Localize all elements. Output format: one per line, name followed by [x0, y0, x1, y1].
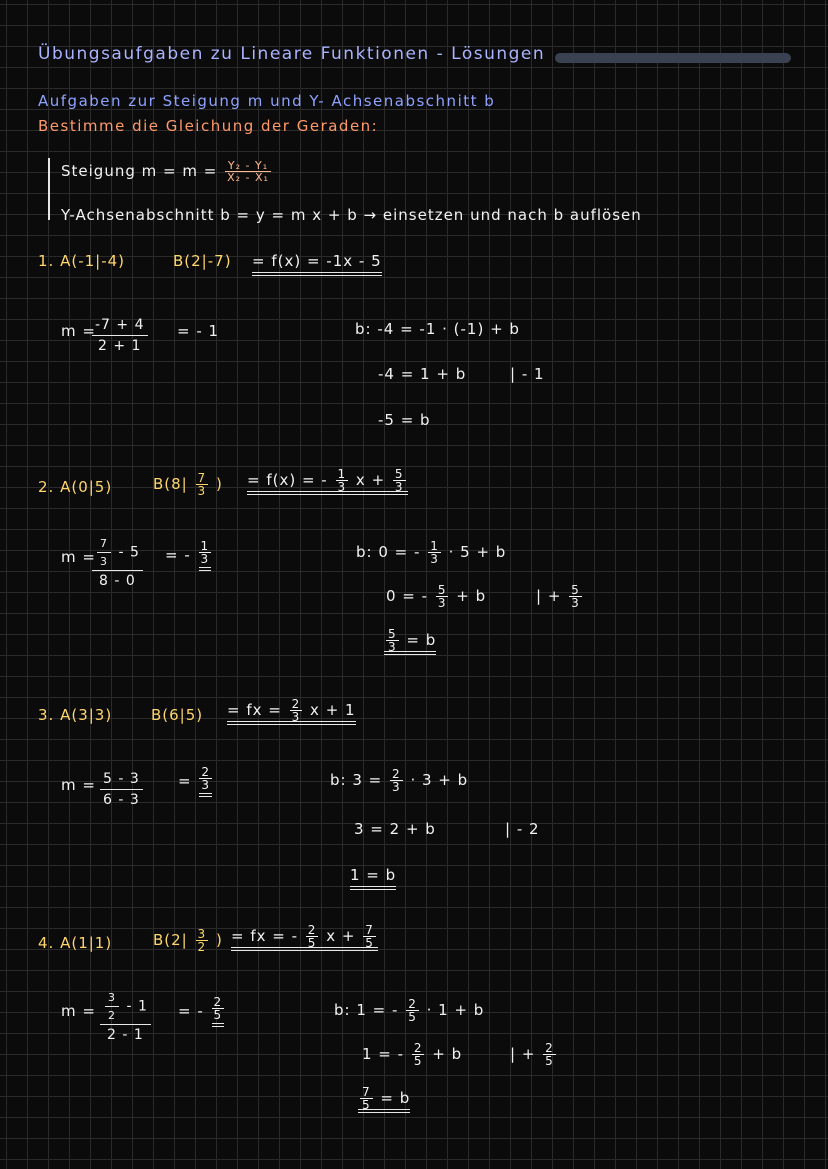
task2-eq-frac2-den: 3 [394, 480, 404, 494]
task2-eq-prefix: = f(x) = - [247, 471, 328, 489]
task2-b-note-text: | + [536, 587, 562, 605]
task2-b3-frac-den: 3 [388, 640, 397, 654]
task2-label: 2. A(0|5) [38, 478, 113, 496]
task2-eq-frac1 [336, 468, 349, 493]
task4-b1-prefix: b: 1 = - [334, 1001, 399, 1019]
task2-b1-rest: · 5 + b [448, 543, 507, 561]
task3-eq-frac [290, 698, 303, 723]
task3-equation-underlined [227, 697, 356, 725]
task3-m-result-frac [199, 766, 212, 797]
task2-m-result-frac-den: 3 [200, 552, 210, 566]
task3-m-num: 5 - 3 [103, 771, 140, 787]
task4-b1-rest: · 1 + b [426, 1001, 485, 1019]
task4-point-b-frac [196, 928, 209, 953]
task4-m-num-frac-den: 2 [105, 1006, 119, 1021]
slope-fraction-den: X₂ - X₁ [227, 171, 269, 184]
task2-m-num-frac [97, 538, 111, 567]
formula-bracket [48, 158, 50, 220]
task1-label: 1. A(-1|-4) [38, 252, 126, 270]
task4-label: 4. A(1|1) [38, 934, 113, 952]
task2-b2-frac [436, 584, 449, 609]
task4-b1-frac [406, 998, 419, 1023]
task2-b2-frac-num: 5 [437, 583, 447, 597]
task3-equation [227, 698, 356, 723]
task2-point-b-frac-den: 3 [197, 484, 207, 498]
task2-b-note-frac-num: 5 [571, 583, 580, 597]
task2-eq-frac2-num: 5 [394, 467, 404, 481]
task3-point-b: B(6|5) [151, 706, 204, 724]
task2-b-note-frac-den: 3 [571, 596, 580, 610]
task3-eq-frac-den: 3 [291, 710, 301, 724]
task3-label: 3. A(3|3) [38, 706, 113, 724]
task3-eq-frac-num: 2 [291, 697, 301, 711]
task2-point-b-frac-num: 7 [197, 471, 207, 485]
task3-b-result: 1 = b [350, 866, 396, 890]
task4-point-b-frac-num: 3 [197, 927, 207, 941]
task2-b1-prefix: b: 0 = - [356, 543, 421, 561]
task4-b-line3 [358, 1086, 410, 1111]
task4-b3-frac-den: 5 [362, 1098, 371, 1112]
task4-eq-frac1-num: 2 [307, 923, 317, 937]
task3-b1-frac-den: 3 [392, 780, 401, 794]
task4-b-line1 [334, 998, 484, 1023]
task2-b-line2 [386, 584, 486, 609]
task2-point-b-end: ) [215, 475, 223, 493]
task4-point-b-frac-den: 2 [197, 940, 207, 954]
task3-eq-rest: x + 1 [310, 701, 356, 719]
task2-eq-frac1-num: 1 [337, 467, 347, 481]
task4-m-den: 2 - 1 [100, 1024, 151, 1042]
task4-b1-frac-den: 5 [408, 1010, 417, 1024]
task3-m-prefix: m = [61, 776, 96, 794]
task2-b3-frac [386, 628, 399, 653]
task2-b3-rest: = b [406, 631, 437, 649]
task2-b-result [384, 627, 437, 655]
task1-m-fraction [92, 318, 148, 353]
task4-m-num [100, 992, 151, 1024]
task2-b1-frac-num: 1 [430, 539, 439, 553]
task2-m-num-frac-num: 7 [100, 537, 108, 550]
task4-eq-frac2-den: 5 [365, 936, 374, 950]
slope-fraction [225, 160, 271, 183]
task4-m-num-frac-num: 3 [108, 991, 116, 1004]
task3-b-line2: 3 = 2 + b [354, 820, 436, 838]
task2-m-prefix: m = [61, 548, 96, 566]
task2-m-num-rest: - 5 [118, 544, 140, 561]
task2-m-num [92, 538, 143, 570]
task2-m-result-frac-num: 1 [200, 539, 210, 553]
task3-b-line3 [350, 866, 396, 884]
task4-b1-frac-num: 2 [408, 997, 417, 1011]
task4-eq-frac2-num: 7 [365, 923, 374, 937]
task4-m-fraction [100, 992, 151, 1042]
task3-m-result-frac-num: 2 [201, 765, 210, 779]
task3-b-line1 [330, 768, 468, 793]
task4-eq-frac1 [306, 924, 319, 949]
task1-b-line2: -4 = 1 + b [378, 365, 467, 383]
task4-point-b [153, 928, 223, 953]
task4-b3-frac [360, 1086, 373, 1111]
task2-b-line3 [384, 628, 436, 653]
task3-b1-prefix: b: 3 = [330, 771, 383, 789]
task2-point-b [153, 472, 223, 497]
task2-b2-rest: + b [456, 587, 487, 605]
task4-m-num-frac [105, 992, 119, 1021]
task3-m-den: 6 - 3 [100, 789, 143, 807]
task3-m-result-prefix: = [178, 772, 192, 790]
task2-b-line1 [356, 540, 506, 565]
task4-m-result-prefix: = - [178, 1002, 204, 1020]
task4-point-b-text: B(2| [153, 931, 188, 949]
task4-m-result-frac-den: 5 [213, 1008, 223, 1022]
task3-b1-rest: · 3 + b [410, 771, 469, 789]
task4-b-note-frac-num: 2 [545, 1041, 554, 1055]
task4-b-result [358, 1085, 411, 1113]
task4-equation [231, 924, 378, 949]
task4-b3-frac-num: 7 [362, 1085, 371, 1099]
page-title: Übungsaufgaben zu Lineare Funktionen - Lösungen [38, 44, 546, 64]
slope-formula [61, 160, 273, 183]
title-highlight-bar [555, 53, 791, 63]
task4-eq-mid: x + [326, 927, 356, 945]
task2-equation [247, 468, 408, 493]
task1-b-line1: b: -4 = -1 · (-1) + b [355, 320, 520, 338]
task4-point-b-end: ) [215, 931, 223, 949]
task1-m-num: -7 + 4 [95, 317, 145, 333]
task1-m-den: 2 + 1 [92, 335, 148, 353]
task4-m-num-rest: - 1 [126, 998, 148, 1015]
task2-equation-underlined [247, 467, 408, 495]
task2-b-note [536, 584, 584, 609]
task4-equation-underlined [231, 923, 378, 951]
task2-b1-frac [428, 540, 441, 565]
task3-b1-frac-num: 2 [392, 767, 401, 781]
task2-point-b-text: B(8| [153, 475, 188, 493]
task2-b-note-frac [569, 584, 582, 609]
task4-m-result-frac [212, 996, 225, 1027]
task4-b-note [510, 1042, 558, 1067]
intercept-formula-text: Y-Achsenabschnitt b = y = m x + b [61, 206, 358, 224]
task2-point-b-frac [196, 472, 209, 497]
task2-m-result [165, 540, 213, 571]
task2-m-den: 8 - 0 [92, 570, 143, 588]
task2-m-fraction [92, 538, 143, 588]
task2-b1-frac-den: 3 [430, 552, 439, 566]
slope-label: Steigung m = m = [61, 162, 218, 180]
task1-b-line3: -5 = b [378, 411, 431, 429]
task2-m-num-frac-den: 3 [97, 552, 111, 567]
task3-m-result [178, 766, 214, 797]
task2-m-result-frac [199, 540, 212, 571]
intercept-instruction: → einsetzen und nach b auflösen [363, 206, 642, 224]
task3-eq-prefix: = fx = [227, 701, 282, 719]
task4-b2-frac-num: 2 [413, 1041, 423, 1055]
task2-m-result-prefix: = - [165, 546, 191, 564]
task3-m-result-frac-den: 3 [201, 778, 210, 792]
task2-eq-mid: x + [355, 471, 386, 489]
task4-m-result [178, 996, 226, 1027]
task4-m-result-frac-num: 2 [213, 995, 223, 1009]
task1-b-note: | - 1 [510, 365, 545, 383]
task2-b2-frac-den: 3 [437, 596, 447, 610]
task4-b-note-frac [543, 1042, 556, 1067]
task2-b2-prefix: 0 = - [386, 587, 429, 605]
task2-eq-frac2 [393, 468, 406, 493]
task1-equation-text: = f(x) = -1x - 5 [252, 252, 382, 276]
task1-point-b: B(2|-7) [173, 252, 232, 270]
slope-fraction-num: Y₂ - Y₁ [227, 159, 269, 172]
task1-m-prefix: m = [61, 322, 96, 340]
intercept-formula [61, 206, 642, 224]
task4-b2-frac [412, 1042, 425, 1067]
task4-b3-rest: = b [380, 1089, 411, 1107]
task4-eq-prefix: = fx = - [231, 927, 299, 945]
task4-b-line2 [362, 1042, 462, 1067]
task4-b-note-text: | + [510, 1045, 536, 1063]
task4-b2-prefix: 1 = - [362, 1045, 405, 1063]
task3-m-fraction [100, 772, 143, 807]
task4-m-prefix: m = [61, 1002, 96, 1020]
task2-b3-frac-num: 5 [388, 627, 397, 641]
task4-b2-frac-den: 5 [413, 1054, 423, 1068]
task1-m-result: = - 1 [177, 322, 220, 340]
task4-eq-frac2 [363, 924, 376, 949]
task4-b-note-frac-den: 5 [545, 1054, 554, 1068]
task2-eq-frac1-den: 3 [337, 480, 347, 494]
subtitle-instruction: Bestimme die Gleichung der Geraden: [38, 117, 379, 135]
subtitle-slope-intercept: Aufgaben zur Steigung m und Y- Achsenabschnitt b [38, 92, 496, 110]
task3-b-note: | - 2 [505, 820, 540, 838]
task4-eq-frac1-den: 5 [307, 936, 317, 950]
task3-b1-frac [390, 768, 403, 793]
task4-b2-rest: + b [432, 1045, 463, 1063]
task1-equation [252, 252, 382, 270]
